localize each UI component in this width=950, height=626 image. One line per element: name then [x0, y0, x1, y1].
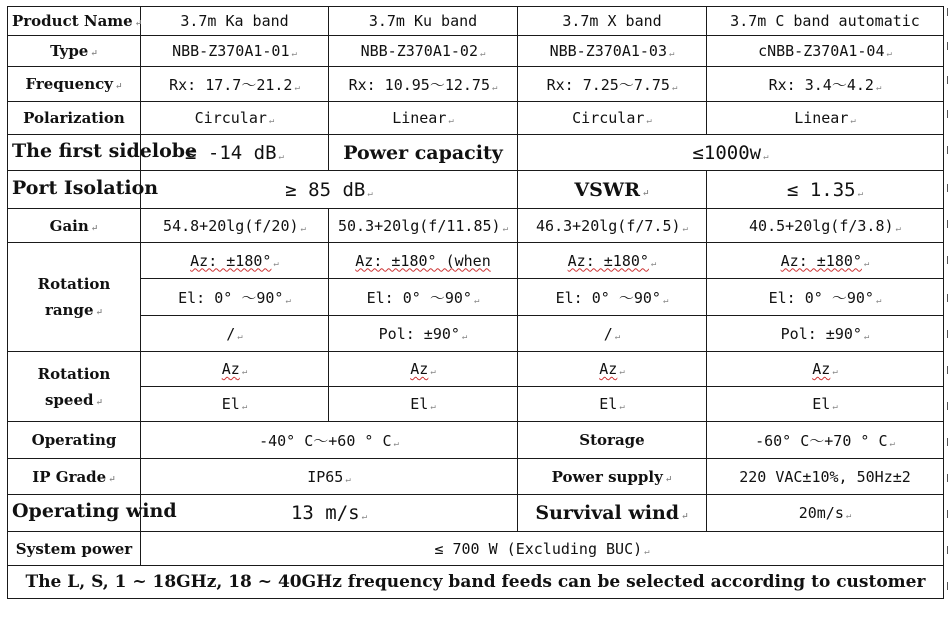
row-port-isolation — [8, 171, 944, 209]
first-sidelobe-value: ≤ -14 dB ↵ — [141, 135, 329, 171]
rotation-speed-az-x: Az ↵ — [518, 352, 707, 387]
polarization-ku: Linear ↵ — [329, 102, 518, 135]
type-ka: NBB-Z370A1-01 ↵ — [141, 36, 329, 67]
rotation-speed-az-c: Az ↵ — [707, 352, 944, 387]
frequency-c: Rx: 3.4～4.2 ↵ — [707, 67, 944, 102]
rotation-range-pol-c: Pol: ±90° ↵ — [707, 316, 944, 352]
first-sidelobe-label: The first sidelobe — [8, 135, 141, 171]
row-rotation-range-el — [8, 279, 944, 316]
rotation-speed-label: Rotation speed ↵ — [8, 352, 141, 422]
rotation-range-pol-ku: Pol: ±90° ↵ — [329, 316, 518, 352]
ip-grade-label: IP Grade ↵ — [8, 459, 141, 495]
port-isolation-value: ≥ 85 dB ↵ — [141, 171, 518, 209]
row-gain — [8, 209, 944, 243]
rotation-range-az-ka: Az: ±180° ↵ — [141, 243, 329, 279]
row-ip-grade — [8, 459, 944, 495]
port-isolation-label: Port Isolation — [8, 171, 141, 209]
type-ku: NBB-Z370A1-02 ↵ — [329, 36, 518, 67]
power-capacity-value: ≤1000w ↵ — [518, 135, 944, 171]
rotation-speed-az-ku: Az ↵ — [329, 352, 518, 387]
product-name-x: 3.7m X band — [518, 7, 707, 36]
feed-selection-note: The L, S, 1 ~ 18GHz, 18 ~ 40GHz frequency band feeds can be selected according to customer — [8, 566, 944, 599]
product-name-ka: 3.7m Ka band — [141, 7, 329, 36]
operating-temp-value: -40° C～+60 ° C ↵ — [141, 422, 518, 459]
gain-ku: 50.3+20lg(f/11.85) ↵ — [329, 209, 518, 243]
power-supply-value: 220 VAC±10%, 50Hz±2 — [707, 459, 944, 495]
page-margin-ticks — [944, 6, 948, 626]
rotation-speed-el-c: El ↵ — [707, 387, 944, 422]
spec-table — [7, 6, 944, 599]
row-frequency — [8, 67, 944, 102]
product-name-c: 3.7m C band automatic — [707, 7, 944, 36]
frequency-x: Rx: 7.25～7.75 ↵ — [518, 67, 707, 102]
rotation-range-label: Rotation range ↵ — [8, 243, 141, 352]
operating-wind-value: 13 m/s ↵ — [141, 495, 518, 532]
storage-label: Storage — [518, 422, 707, 459]
rotation-speed-el-ku: El ↵ — [329, 387, 518, 422]
rotation-range-el-c: El: 0° ～90° ↵ — [707, 279, 944, 316]
polarization-ka: Circular ↵ — [141, 102, 329, 135]
row-rotation-speed-az — [8, 352, 944, 387]
gain-ka: 54.8+20lg(f/20) ↵ — [141, 209, 329, 243]
rotation-range-el-x: El: 0° ～90° ↵ — [518, 279, 707, 316]
polarization-label: Polarization — [8, 102, 141, 135]
storage-value: -60° C～+70 ° C ↵ — [707, 422, 944, 459]
operating-temp-label: Operating — [8, 422, 141, 459]
row-note — [8, 566, 944, 599]
row-first-sidelobe — [8, 135, 944, 171]
row-system-power — [8, 532, 944, 566]
polarization-x: Circular ↵ — [518, 102, 707, 135]
rotation-range-az-x: Az: ±180° ↵ — [518, 243, 707, 279]
type-c: cNBB-Z370A1-04 ↵ — [707, 36, 944, 67]
row-product-name — [8, 7, 944, 36]
vswr-value: ≤ 1.35 ↵ — [707, 171, 944, 209]
rotation-speed-el-x: El ↵ — [518, 387, 707, 422]
type-label: Type ↵ — [8, 36, 141, 67]
rotation-range-pol-x: / ↵ — [518, 316, 707, 352]
row-rotation-speed-el — [8, 387, 944, 422]
row-rotation-range-az — [8, 243, 944, 279]
survival-wind-value: 20m/s ↵ — [707, 495, 944, 532]
polarization-c: Linear ↵ — [707, 102, 944, 135]
rotation-range-az-c: Az: ±180° ↵ — [707, 243, 944, 279]
survival-wind-label: Survival wind ↵ — [518, 495, 707, 532]
vswr-label: VSWR ↵ — [518, 171, 707, 209]
rotation-speed-el-ka: El ↵ — [141, 387, 329, 422]
ip-grade-value: IP65 ↵ — [141, 459, 518, 495]
rotation-range-el-ka: El: 0° ～90° ↵ — [141, 279, 329, 316]
rotation-range-pol-ka: / ↵ — [141, 316, 329, 352]
gain-c: 40.5+20lg(f/3.8) ↵ — [707, 209, 944, 243]
type-x: NBB-Z370A1-03 ↵ — [518, 36, 707, 67]
product-name-ku: 3.7m Ku band — [329, 7, 518, 36]
rotation-range-el-ku: El: 0° ～90° ↵ — [329, 279, 518, 316]
row-type — [8, 36, 944, 67]
system-power-value: ≤ 700 W (Excluding BUC) ↵ — [141, 532, 944, 566]
product-name-label: Product Name ↵ — [8, 7, 141, 36]
gain-x: 46.3+20lg(f/7.5) ↵ — [518, 209, 707, 243]
row-rotation-range-pol — [8, 316, 944, 352]
frequency-ku: Rx: 10.95～12.75 ↵ — [329, 67, 518, 102]
operating-wind-label: Operating wind — [8, 495, 141, 532]
row-operating-temp — [8, 422, 944, 459]
power-capacity-label: Power capacity — [329, 135, 518, 171]
gain-label: Gain ↵ — [8, 209, 141, 243]
frequency-ka: Rx: 17.7～21.2 ↵ — [141, 67, 329, 102]
row-operating-wind — [8, 495, 944, 532]
system-power-label: System power — [8, 532, 141, 566]
row-polarization — [8, 102, 944, 135]
rotation-speed-az-ka: Az ↵ — [141, 352, 329, 387]
frequency-label: Frequency ↵ — [8, 67, 141, 102]
power-supply-label: Power supply ↵ — [518, 459, 707, 495]
rotation-range-az-ku: Az: ±180° (when — [329, 243, 518, 279]
